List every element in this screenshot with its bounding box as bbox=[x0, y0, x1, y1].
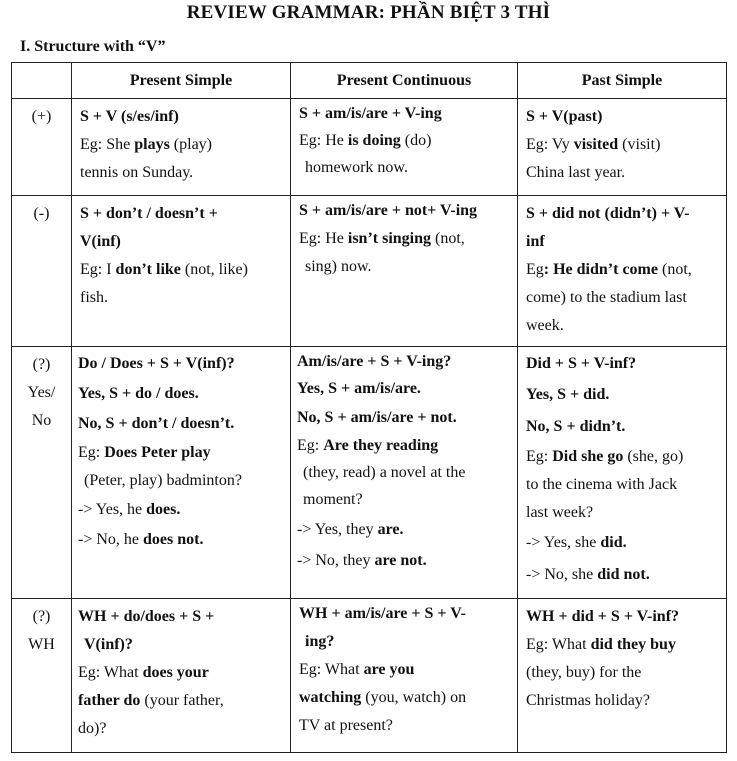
answer-text: -> No, they bbox=[297, 552, 375, 569]
formula: Yes, S + am/is/are. bbox=[297, 380, 421, 397]
example-hint: (you, watch) on bbox=[361, 689, 467, 706]
answer-verb: are. bbox=[377, 521, 404, 538]
cell-past-simple bbox=[518, 196, 727, 347]
answer-verb: does not. bbox=[143, 531, 204, 548]
example-text: China last year. bbox=[526, 164, 626, 181]
formula: Yes, S + do / does. bbox=[78, 385, 199, 402]
example-text: Eg bbox=[526, 261, 544, 278]
formula: S + am/is/are + not+ V-ing bbox=[299, 202, 478, 219]
formula: V(inf) bbox=[80, 233, 121, 250]
formula: Am/is/are + S + V-ing? bbox=[297, 353, 452, 370]
formula: S + did not (didn’t) + V- bbox=[526, 205, 690, 222]
row-sign: (-) bbox=[12, 196, 72, 347]
answer-text: -> Yes, she bbox=[526, 534, 601, 551]
row-sign: (+) bbox=[12, 99, 72, 196]
example-hint: (play) bbox=[169, 136, 212, 153]
formula: No, S + don’t / doesn’t. bbox=[78, 415, 235, 432]
example-text: Eg: Vy bbox=[526, 136, 574, 153]
formula: No, S + didn’t. bbox=[526, 418, 626, 435]
formula: WH + am/is/are + S + V- bbox=[299, 605, 466, 622]
cell-present-continuous bbox=[291, 599, 518, 753]
table-row-question bbox=[12, 347, 727, 599]
example-hint: (not, like) bbox=[180, 261, 248, 278]
formula: inf bbox=[526, 233, 545, 250]
example-verb: did they buy bbox=[590, 636, 676, 653]
formula: S + don’t / doesn’t + bbox=[80, 205, 218, 222]
example-text: Eg: She bbox=[80, 136, 135, 153]
example-text: sing) now. bbox=[305, 258, 372, 275]
example-text: Eg: bbox=[78, 444, 105, 461]
formula: S + V(past) bbox=[526, 108, 603, 125]
example-text: week. bbox=[526, 317, 564, 334]
header-present-simple: Present Simple bbox=[72, 63, 291, 99]
formula: Do / Does + S + V(inf)? bbox=[78, 355, 235, 372]
answer-text: -> No, she bbox=[526, 566, 598, 583]
cell-present-simple bbox=[72, 196, 291, 347]
answer-verb: did not. bbox=[597, 566, 650, 583]
example-text: (Peter, play) badminton? bbox=[84, 472, 242, 489]
example-text: homework now. bbox=[305, 159, 408, 176]
answer-text: -> Yes, they bbox=[297, 521, 378, 538]
example-verb: visited bbox=[573, 136, 619, 153]
example-text: Eg: bbox=[297, 437, 324, 454]
example-text: to the cinema with Jack bbox=[526, 476, 678, 493]
example-text: do)? bbox=[78, 720, 107, 737]
example-text: Eg: What bbox=[78, 664, 143, 681]
example-verb: father do bbox=[78, 692, 141, 709]
formula: No, S + am/is/are + not. bbox=[297, 409, 457, 426]
page-title: REVIEW GRAMMAR: PHẦN BIỆT 3 THÌ bbox=[186, 2, 551, 23]
example-hint: (she, go) bbox=[623, 448, 684, 465]
cell-past-simple bbox=[518, 99, 727, 196]
row-sign: (?) Yes/ No bbox=[12, 347, 72, 599]
cell-past-simple bbox=[518, 347, 727, 599]
cell-present-simple bbox=[72, 99, 291, 196]
example-hint: (do) bbox=[400, 132, 432, 149]
cell-present-simple bbox=[72, 347, 291, 599]
example-text: : He bbox=[543, 261, 577, 278]
cell-present-continuous bbox=[291, 99, 518, 196]
header-past-simple: Past Simple bbox=[518, 63, 727, 99]
formula: WH + did + S + V-inf? bbox=[526, 608, 680, 625]
example-hint: (not, bbox=[431, 230, 465, 247]
example-hint: (not, bbox=[657, 261, 692, 278]
example-verb: is doing bbox=[347, 132, 401, 149]
formula: Did + S + V-inf? bbox=[526, 355, 637, 372]
example-text: tennis on Sunday. bbox=[80, 164, 194, 181]
formula: Yes, S + did. bbox=[526, 386, 610, 403]
cell-present-continuous bbox=[291, 347, 518, 599]
table-row-negative bbox=[12, 196, 727, 347]
example-verb: does your bbox=[142, 664, 209, 681]
answer-text: -> No, he bbox=[78, 531, 144, 548]
example-verb: isn’t singing bbox=[347, 230, 432, 247]
example-verb: Are they reading bbox=[323, 437, 439, 454]
example-text: moment? bbox=[303, 491, 363, 508]
example-text: Eg: He bbox=[299, 230, 348, 247]
grammar-table bbox=[11, 62, 727, 753]
example-text: Eg: I bbox=[80, 261, 116, 278]
section-heading: I. Structure with “V” bbox=[20, 38, 166, 55]
row-sign: (?) WH bbox=[12, 599, 72, 753]
answer-verb: are not. bbox=[374, 552, 427, 569]
example-verb: didn’t come bbox=[576, 261, 658, 278]
example-verb: are you bbox=[363, 661, 415, 678]
example-text: last week? bbox=[526, 504, 594, 521]
example-text: Eg: What bbox=[299, 661, 364, 678]
example-text: TV at present? bbox=[299, 717, 393, 734]
example-text: (they, read) a novel at the bbox=[303, 464, 466, 481]
example-verb: don’t like bbox=[115, 261, 181, 278]
answer-text: -> Yes, he bbox=[78, 501, 147, 518]
example-text: Eg: What bbox=[526, 636, 591, 653]
example-text: fish. bbox=[80, 289, 108, 306]
example-hint: (your father, bbox=[140, 692, 224, 709]
cell-present-simple bbox=[72, 599, 291, 753]
example-text: (they, buy) for the bbox=[526, 664, 642, 681]
example-verb: plays bbox=[134, 136, 170, 153]
cell-present-continuous bbox=[291, 196, 518, 347]
header-blank bbox=[12, 63, 72, 99]
answer-verb: did. bbox=[600, 534, 627, 551]
table-row-wh bbox=[12, 599, 727, 753]
header-present-continuous: Present Continuous bbox=[291, 63, 518, 99]
table-row-positive bbox=[12, 99, 727, 196]
table-header-row bbox=[12, 63, 727, 99]
example-verb: Did she go bbox=[552, 448, 624, 465]
example-text: Christmas holiday? bbox=[526, 692, 650, 709]
formula: S + am/is/are + V-ing bbox=[299, 105, 442, 122]
formula: WH + do/does + S + bbox=[78, 608, 215, 625]
formula: ing? bbox=[305, 633, 335, 650]
formula: V(inf)? bbox=[84, 636, 133, 653]
answer-verb: does. bbox=[146, 501, 181, 518]
cell-past-simple bbox=[518, 599, 727, 753]
formula: S + V (s/es/inf) bbox=[80, 108, 179, 125]
example-text: Eg: bbox=[526, 448, 553, 465]
example-verb: watching bbox=[299, 689, 362, 706]
example-text: come) to the stadium last bbox=[526, 289, 687, 306]
example-verb: Does Peter play bbox=[104, 444, 211, 461]
example-text: Eg: He bbox=[299, 132, 348, 149]
example-hint: (visit) bbox=[618, 136, 661, 153]
